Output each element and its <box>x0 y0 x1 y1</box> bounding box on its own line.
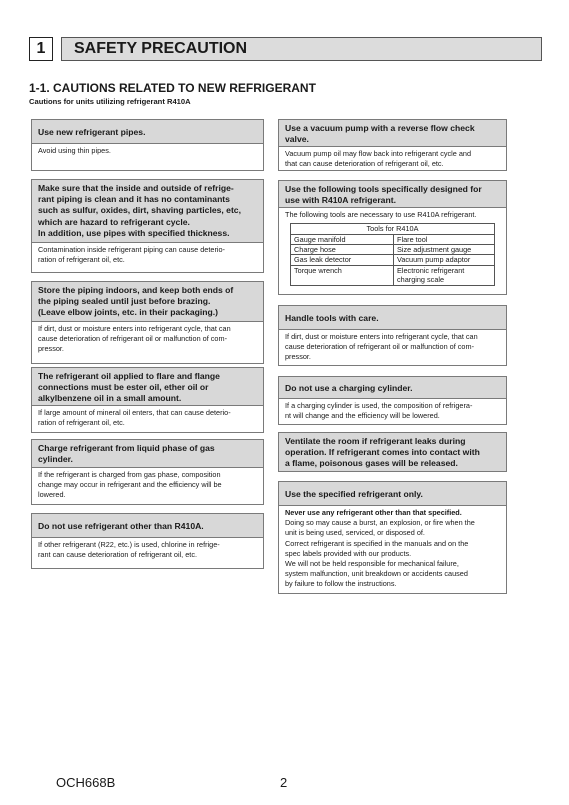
body-line: ration of refrigerant oil, etc. <box>38 418 125 428</box>
body-line: by failure to follow the instructions. <box>285 579 397 589</box>
heading-line: Ventilate the room if refrigerant leaks during <box>285 436 466 446</box>
caution-heading <box>279 377 506 399</box>
section-subtitle: Cautions for units utilizing refrigerant R410A <box>29 97 191 106</box>
heading-line: Handle tools with care. <box>285 313 379 323</box>
caution-ventilate <box>278 432 507 472</box>
caution-heading <box>279 181 506 208</box>
page-number: 2 <box>280 775 288 790</box>
chapter-number: 1 <box>29 37 53 61</box>
caution-heading <box>279 306 506 330</box>
section-title: 1-1. CAUTIONS RELATED TO NEW REFRIGERANT <box>29 81 316 95</box>
heading-line: Do not use refrigerant other than R410A. <box>38 521 204 531</box>
table-cell: Flare tool <box>394 234 495 244</box>
caution-body <box>279 399 506 423</box>
body-line: If the refrigerant is charged from gas phase, composition <box>38 470 221 479</box>
table-row <box>291 265 495 285</box>
table-cell: Gauge manifold <box>291 234 394 244</box>
caution-vacuum-pump <box>278 119 507 171</box>
heading-line: Do not use a charging cylinder. <box>285 383 413 393</box>
body-line: cause deterioration of refrigerant oil or malfunction of com- <box>285 342 474 352</box>
heading-line: valve. <box>285 134 309 145</box>
table-cell: Gas leak detector <box>291 255 394 265</box>
body-line: pressor. <box>285 352 311 362</box>
body-line: If large amount of mineral oil enters, that can cause deterio- <box>38 408 231 417</box>
heading-line: Use the specified refrigerant only. <box>285 489 423 499</box>
chapter-title: SAFETY PRECAUTION <box>61 37 542 61</box>
body-line: change may occur in refrigerant and the efficiency will be <box>38 480 222 490</box>
body-line: Contamination inside refrigerant piping can cause deterio- <box>38 245 225 254</box>
caution-only-r410a <box>31 513 264 569</box>
caution-heading <box>32 120 263 144</box>
caution-body <box>279 506 506 592</box>
caution-body <box>32 538 263 562</box>
body-line: The following tools are necessary to use R410A refrigerant. <box>285 210 477 219</box>
caution-clean-piping <box>31 179 264 273</box>
caution-heading <box>279 120 506 147</box>
heading-line: (Leave elbow joints, etc. in their packaging.) <box>38 307 219 318</box>
heading-line: which are hazard to refrigerant cycle. <box>38 216 190 227</box>
caution-heading <box>32 440 263 468</box>
caution-charge-liquid <box>31 439 264 505</box>
tools-table-title: Tools for R410A <box>291 224 495 234</box>
heading-line: Use a vacuum pump with a reverse flow check <box>285 123 475 133</box>
caution-specified-refrigerant <box>278 481 507 594</box>
table-row <box>291 245 495 255</box>
caution-body <box>279 330 506 365</box>
heading-line: such as sulfur, oxides, dirt, shaving particles, etc, <box>38 205 241 216</box>
heading-line: Charge refrigerant from liquid phase of gas <box>38 443 215 453</box>
heading-line: alkylbenzene oil in a small amount. <box>38 393 182 404</box>
caution-specific-tools <box>278 180 507 295</box>
body-line: unit is being used, serviced, or disposed of. <box>285 528 425 538</box>
table-row <box>291 234 495 244</box>
body-line: that can cause deterioration of refrigerant oil, etc. <box>285 159 444 169</box>
table-cell: Size adjustment gauge <box>394 245 495 255</box>
body-line: spec labels provided with our products. <box>285 548 412 558</box>
table-row <box>291 255 495 265</box>
heading-line: rant piping is clean and it has no contaminants <box>38 194 230 205</box>
caution-new-pipes <box>31 119 264 171</box>
heading-line: Use the following tools specifically designed for <box>285 184 482 194</box>
caution-body <box>32 322 263 357</box>
caution-no-charging-cylinder <box>278 376 507 425</box>
body-line: If dirt, dust or moisture enters into refrigerant cycle, that can <box>285 332 478 341</box>
heading-line: Store the piping indoors, and keep both ends of <box>38 285 234 295</box>
body-line-bold: Never use any refrigerant other than that specified. <box>285 508 462 517</box>
tools-table <box>290 223 495 285</box>
body-line: cause deterioration of refrigerant oil or malfunction of com- <box>38 334 227 344</box>
body-line: ration of refrigerant oil, etc. <box>38 255 125 265</box>
caution-store-piping <box>31 281 264 364</box>
body-line: Doing so may cause a burst, an explosion, or fire when the <box>285 518 475 528</box>
caution-heading <box>32 514 263 538</box>
document-code: OCH668B <box>56 775 116 790</box>
caution-body <box>279 208 506 288</box>
heading-line: cylinder. <box>38 454 73 465</box>
body-line: If dirt, dust or moisture enters into refrigerant cycle, that can <box>38 324 231 333</box>
caution-handle-tools <box>278 305 507 366</box>
body-line: lowered. <box>38 490 66 500</box>
heading-line: a flame, poisonous gases will be released. <box>285 458 458 469</box>
caution-body <box>32 406 263 430</box>
caution-heading <box>32 180 263 243</box>
caution-body <box>32 468 263 503</box>
table-cell: Vacuum pump adaptor <box>394 255 495 265</box>
caution-body <box>32 144 263 158</box>
body-line: Correct refrigerant is specified in the manuals and on the <box>285 538 469 548</box>
body-line: If other refrigerant (R22, etc.) is used, chlorine in refrige- <box>38 540 220 549</box>
caution-refrigerant-oil <box>31 367 264 433</box>
heading-line: use with R410A refrigerant. <box>285 195 396 206</box>
heading-line: The refrigerant oil applied to flare and flange <box>38 371 220 381</box>
table-cell: Torque wrench <box>291 265 394 285</box>
heading-line: In addition, use pipes with specified thickness. <box>38 227 230 238</box>
body-line: Vacuum pump oil may flow back into refrigerant cycle and <box>285 149 472 158</box>
caution-heading <box>32 282 263 322</box>
heading-line: Use new refrigerant pipes. <box>38 127 146 137</box>
heading-line: connections must be ester oil, ether oil or <box>38 382 209 393</box>
heading-line: the piping sealed until just before brazing. <box>38 296 211 307</box>
body-line: We will not be held responsible for mechanical failure, <box>285 559 459 569</box>
heading-line: Make sure that the inside and outside of refrige- <box>38 183 234 193</box>
body-line: rant can cause deterioration of refrigerant oil, etc. <box>38 550 197 560</box>
body-line: Avoid using thin pipes. <box>38 146 111 155</box>
caution-heading <box>32 368 263 406</box>
caution-heading <box>279 433 506 471</box>
table-cell: Charge hose <box>291 245 394 255</box>
body-line: nt will change and the efficiency will be lowered. <box>285 411 440 421</box>
table-cell: Electronic refrigerant charging scale <box>394 265 495 285</box>
heading-line: operation. If refrigerant comes into contact with <box>285 447 480 458</box>
caution-heading <box>279 482 506 506</box>
body-line: pressor. <box>38 344 64 354</box>
body-line: If a charging cylinder is used, the composition of refrigera- <box>285 401 473 410</box>
body-line: system malfunction, unit breakdown or accidents caused <box>285 569 468 579</box>
caution-body <box>279 147 506 171</box>
caution-body <box>32 243 263 267</box>
